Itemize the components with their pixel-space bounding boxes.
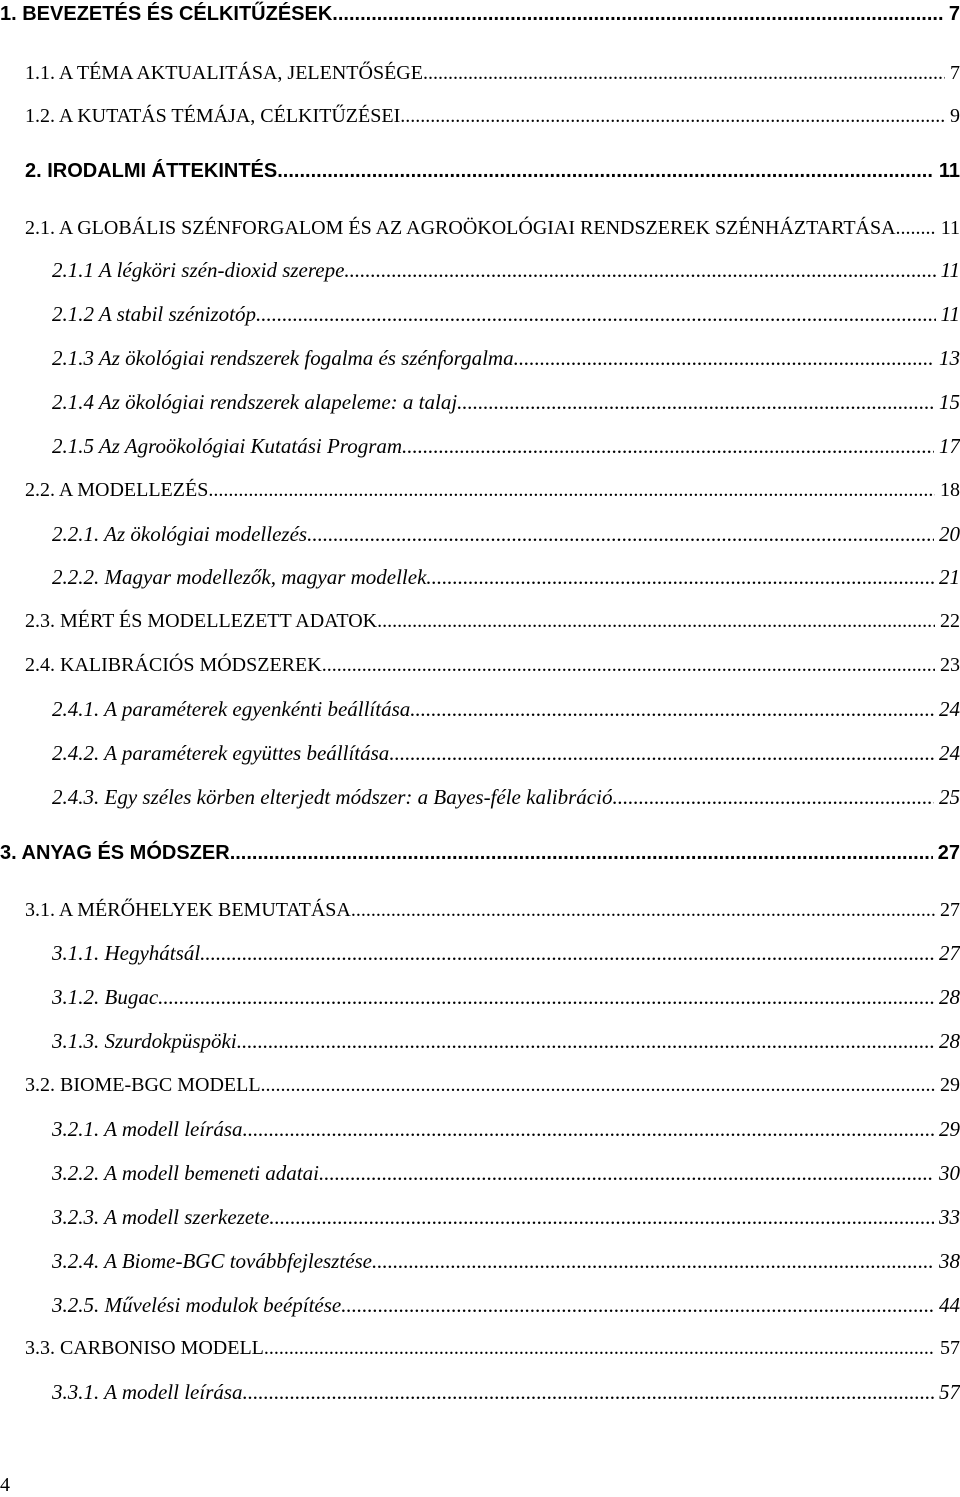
dot-leader: [200, 943, 934, 964]
toc-entry-page: 29: [940, 1074, 960, 1096]
toc-entry[interactable]: [0, 480, 960, 500]
toc-entry[interactable]: [0, 304, 960, 325]
toc-entry-label: 3.1.3. Szurdokpüspöki: [52, 1029, 237, 1053]
dot-leader: [261, 1075, 935, 1095]
toc-entry-label: 3. ANYAG ÉS MÓDSZER: [0, 842, 230, 864]
toc-entry-page: 27: [940, 899, 960, 921]
toc-entry-page: 33: [939, 1205, 960, 1229]
toc-entry-label: 3.3. CARBONISO MODELL: [25, 1337, 264, 1359]
toc-entry-page: 15: [939, 390, 960, 414]
toc-entry-page: 7: [948, 3, 960, 25]
dot-leader: [158, 987, 934, 1008]
toc-entry-label: 1.1. A TÉMA AKTUALITÁSA, JELENTŐSÉGE: [25, 62, 423, 84]
toc-entry-label: 2.4.2. A paraméterek együttes beállítása: [52, 741, 390, 765]
toc-entry[interactable]: [0, 567, 960, 588]
dot-leader: [372, 1251, 934, 1272]
dot-leader: [514, 348, 934, 369]
toc-entry-page: 30: [939, 1161, 960, 1185]
toc-entry-page: 24: [939, 741, 960, 765]
toc-entry[interactable]: [0, 260, 960, 281]
dot-leader: [400, 106, 945, 126]
dot-leader: [341, 1295, 934, 1316]
toc-entry-label: 2.1.1 A légköri szén-dioxid szerepe: [52, 258, 345, 282]
toc-entry[interactable]: [0, 218, 960, 238]
toc-entry-label: 1. BEVEZETÉS ÉS CÉLKITŰZÉSEK: [0, 3, 333, 25]
toc-entry[interactable]: [0, 1295, 960, 1316]
toc-entry[interactable]: [0, 1031, 960, 1052]
toc-entry-page: 24: [939, 697, 960, 721]
dot-leader: [237, 1031, 934, 1052]
toc-entry-page: 57: [940, 1337, 960, 1359]
dot-leader: [410, 699, 934, 720]
toc-entry-label: 2.1.4 Az ökológiai rendszerek alapeleme: a talaj: [52, 390, 458, 414]
toc-entry-label: 3.1.2. Bugac: [52, 985, 159, 1009]
dot-leader: [351, 900, 935, 920]
toc-entry-label: 3.1.1. Hegyhátsál: [52, 941, 201, 965]
toc-entry[interactable]: [0, 1382, 960, 1403]
dot-leader: [332, 4, 944, 24]
dot-leader: [230, 843, 933, 863]
toc-entry-label: 2.1.2 A stabil szénizotóp: [52, 302, 257, 326]
dot-leader: [307, 524, 934, 545]
toc-entry-page: 22: [940, 610, 960, 632]
toc-entry-label: 3.2.2. A modell bemeneti adatai: [52, 1161, 319, 1185]
toc-entry-label: 2.3. MÉRT ÉS MODELLEZETT ADATOK: [25, 610, 378, 632]
toc-entry-page: 23: [940, 654, 960, 676]
dot-leader: [256, 304, 936, 325]
toc-entry[interactable]: [0, 524, 960, 545]
toc-entry-page: 25: [939, 785, 960, 809]
toc-entry-label: 2.4. KALIBRÁCIÓS MÓDSZEREK: [25, 654, 322, 676]
toc-entry-label: 2.1. A GLOBÁLIS SZÉNFORGALOM ÉS AZ AGROÖKOLÓGIAI RENDSZEREK SZÉNHÁZTARTÁSA: [25, 217, 896, 239]
toc-entry-page: 9: [950, 105, 960, 127]
toc-entry-label: 2.2. A MODELLEZÉS: [25, 479, 209, 501]
toc-entry[interactable]: [0, 699, 960, 720]
dot-leader: [426, 567, 934, 588]
toc-entry-page: 21: [939, 565, 960, 589]
toc-entry-label: 3.2. BIOME-BGC MODELL: [25, 1074, 261, 1096]
toc-entry-label: 3.1. A MÉRŐHELYEK BEMUTATÁSA: [25, 899, 351, 921]
toc-entry[interactable]: [0, 1338, 960, 1358]
dot-leader: [269, 1207, 934, 1228]
page-number: 4: [0, 1474, 10, 1496]
toc-entry[interactable]: [0, 943, 960, 964]
dot-leader: [896, 218, 936, 238]
toc-entry-page: 17: [939, 434, 960, 458]
dot-leader: [208, 480, 935, 500]
toc-entry[interactable]: [0, 1207, 960, 1228]
toc-entry[interactable]: [0, 161, 960, 181]
toc-entry-page: 11: [940, 302, 960, 326]
dot-leader: [319, 1163, 934, 1184]
dot-leader: [377, 611, 935, 631]
dot-leader: [243, 1382, 934, 1403]
toc-entry-label: 2.1.5 Az Agroökológiai Kutatási Program: [52, 434, 403, 458]
dot-leader: [344, 260, 935, 281]
dot-leader: [264, 1338, 935, 1358]
toc-entry-label: 2.4.1. A paraméterek egyenkénti beállítása: [52, 697, 411, 721]
toc-entry-page: 27: [937, 842, 960, 864]
toc-entry[interactable]: [0, 611, 960, 631]
toc-entry-page: 38: [939, 1249, 960, 1273]
dot-leader: [612, 787, 934, 808]
toc-entry-page: 28: [939, 985, 960, 1009]
toc-entry-page: 7: [950, 62, 960, 84]
toc-entry-label: 3.2.5. Művelési modulok beépítése: [52, 1293, 342, 1317]
toc-entry[interactable]: [0, 1251, 960, 1272]
toc-entry-label: 3.2.3. A modell szerkezete: [52, 1205, 270, 1229]
dot-leader: [277, 161, 934, 181]
toc-entry[interactable]: [0, 436, 960, 457]
dot-leader: [243, 1119, 934, 1140]
toc-entry[interactable]: [0, 743, 960, 764]
toc-entry-page: 28: [939, 1029, 960, 1053]
toc-entry[interactable]: [0, 843, 960, 863]
toc-entry-label: 3.2.4. A Biome-BGC továbbfejlesztése: [52, 1249, 373, 1273]
toc-entry-page: 44: [939, 1293, 960, 1317]
toc-entry[interactable]: [0, 63, 960, 83]
toc-entry-page: 11: [940, 217, 960, 239]
toc-entry-page: 57: [939, 1380, 960, 1404]
dot-leader: [402, 436, 934, 457]
dot-leader: [423, 63, 945, 83]
dot-leader: [322, 655, 935, 675]
toc-entry-label: 2.2.1. Az ökológiai modellezés: [52, 522, 308, 546]
toc-entry[interactable]: [0, 4, 960, 24]
toc-entry-label: 1.2. A KUTATÁS TÉMÁJA, CÉLKITŰZÉSEI: [25, 105, 401, 127]
toc-entry-page: 18: [940, 479, 960, 501]
toc-entry[interactable]: [0, 1075, 960, 1095]
toc-entry[interactable]: [0, 655, 960, 675]
toc-entry[interactable]: [0, 106, 960, 126]
toc-entry-label: 3.2.1. A modell leírása: [52, 1117, 243, 1141]
toc-entry-page: 29: [939, 1117, 960, 1141]
toc-entry-page: 13: [939, 346, 960, 370]
toc-entry-label: 2. IRODALMI ÁTTEKINTÉS: [25, 160, 278, 182]
toc-entry[interactable]: [0, 392, 960, 413]
toc-entry-label: 2.4.3. Egy széles körben elterjedt módszer: a Bayes-féle kalibráció: [52, 785, 613, 809]
toc-entry[interactable]: [0, 1163, 960, 1184]
toc-entry-page: 20: [939, 522, 960, 546]
dot-leader: [389, 743, 934, 764]
toc-entry[interactable]: [0, 1119, 960, 1140]
toc-entry-page: 11: [940, 258, 960, 282]
toc-entry-label: 2.1.3 Az ökológiai rendszerek fogalma és szénforgalma: [52, 346, 514, 370]
toc-entry-page: 11: [938, 160, 960, 182]
toc-entry[interactable]: [0, 787, 960, 808]
dot-leader: [457, 392, 934, 413]
toc-entry[interactable]: [0, 900, 960, 920]
toc-entry[interactable]: [0, 987, 960, 1008]
toc-entry[interactable]: [0, 348, 960, 369]
toc-entry-label: 3.3.1. A modell leírása: [52, 1380, 243, 1404]
toc-entry-page: 27: [939, 941, 960, 965]
toc-entry-label: 2.2.2. Magyar modellezők, magyar modellek: [52, 565, 427, 589]
